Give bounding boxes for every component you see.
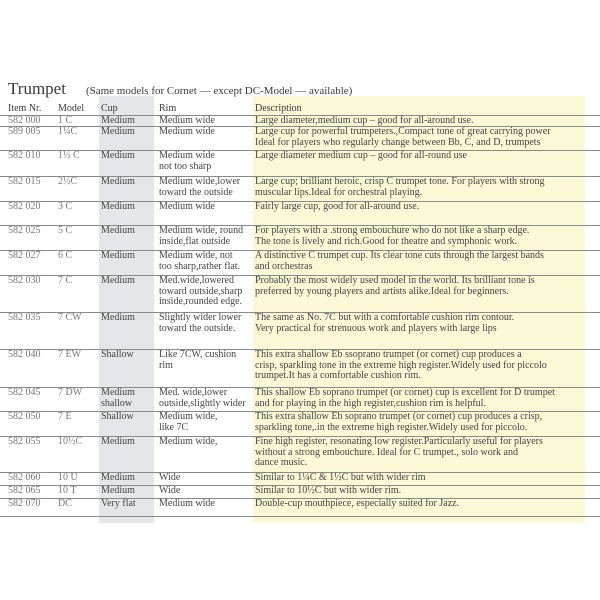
description — [255, 350, 547, 382]
rim-type — [159, 226, 243, 247]
header-model: Model — [58, 103, 85, 114]
description — [255, 313, 514, 334]
cup-depth-line: Medium — [101, 225, 135, 236]
table-row — [0, 436, 600, 469]
cup-depth-line: Medium — [101, 115, 135, 126]
model-name: 2½C — [58, 176, 78, 187]
description-line: crisp, sparkling tone in the extreme high register.Widely used for piccolo — [255, 359, 547, 371]
item-number: 582 025 — [8, 225, 41, 236]
description — [255, 177, 544, 198]
rim-type-line: like 7C — [159, 421, 189, 433]
cup-depth — [101, 473, 135, 484]
description-line: muscular lips.Ideal for orchestral playing. — [255, 186, 423, 198]
cup-depth — [101, 350, 134, 361]
cup-depth-line: Medium — [101, 312, 135, 323]
model-name: 10½C — [58, 436, 83, 447]
table-row — [0, 472, 600, 483]
rim-type-line: Med. wide,lower — [159, 387, 228, 398]
item-number: 582 065 — [8, 485, 41, 496]
header-cup: Cup — [101, 103, 118, 114]
cup-depth-line: Shallow — [101, 349, 134, 360]
rim-type — [159, 151, 215, 172]
cup-depth-line: Medium — [101, 387, 135, 398]
rim-type-line: Medium wide — [159, 126, 215, 137]
cup-depth — [101, 177, 135, 188]
description-line: and for playing in the high register,cushion rim is helpful. — [255, 397, 486, 409]
model-name: DC — [58, 498, 72, 509]
description — [255, 412, 542, 433]
model-name: 1½ C — [58, 150, 80, 161]
description-line: Fairly large cup, good for all-around use. — [255, 201, 420, 212]
description-line: Similar to 10½C but with wider rim. — [255, 485, 402, 496]
description-line: Similar to 1¼C & 1½C but with wider rim — [255, 472, 426, 483]
cup-depth — [101, 437, 135, 448]
table-row — [0, 225, 600, 247]
table-bottom-rule — [0, 516, 600, 517]
cup-depth — [101, 313, 135, 324]
rim-type-line: Medium wide, — [159, 411, 218, 422]
cup-depth-line: Medium — [101, 436, 135, 447]
item-number: 582 060 — [8, 472, 41, 483]
header-description: Description — [255, 103, 302, 114]
cup-depth — [101, 486, 135, 497]
rim-type — [159, 313, 241, 334]
description — [255, 251, 544, 272]
header-item: Item Nr. — [8, 103, 42, 114]
table-row — [0, 349, 600, 382]
cup-depth — [101, 388, 135, 409]
item-number: 582 015 — [8, 176, 41, 187]
description-line: Double-cup mouthpiece, especially suited for Jazz. — [255, 498, 460, 509]
description-line: The same as No. 7C but with a comfortable cushion rim contour. — [255, 312, 515, 323]
table-row — [0, 411, 600, 433]
model-name: 3 C — [58, 201, 73, 212]
description-line: and orchestras — [255, 260, 313, 272]
item-number: 582 030 — [8, 275, 41, 286]
item-number: 582 010 — [8, 150, 41, 161]
description — [255, 437, 543, 469]
description-line: Fine high register, resonating low register.Particularly useful for players — [255, 436, 543, 447]
item-number: 582 027 — [8, 250, 41, 261]
model-name: 10 U — [58, 472, 78, 483]
description — [255, 276, 535, 297]
cup-depth-line: Very flat — [101, 498, 136, 509]
title-row — [8, 79, 352, 99]
rim-type — [159, 116, 215, 127]
description — [255, 388, 555, 409]
cup-depth-line: Medium — [101, 126, 135, 137]
rim-type — [159, 251, 240, 272]
table-row — [0, 201, 600, 212]
rim-type-line: Slightly wider lower — [159, 312, 242, 323]
page-subtitle: (Same models for Cornet — except DC-Model — available) — [85, 85, 353, 97]
table-row — [0, 176, 600, 198]
rim-type — [159, 473, 180, 484]
description-line: preferred by young players and artists alike.Ideal for beginners. — [255, 285, 509, 297]
rim-type-line: Wide — [159, 472, 181, 483]
description-line: Very practical for strenuous work and players with large lips — [255, 322, 497, 334]
item-number: 582 020 — [8, 201, 41, 212]
item-number: 582 000 — [8, 115, 41, 126]
rim-type-line: Medium wide,lower — [159, 176, 241, 187]
cup-depth-line: Medium — [101, 250, 135, 261]
table-row — [0, 485, 600, 496]
model-name: 5 C — [58, 225, 73, 236]
cup-depth-line: Medium — [101, 472, 135, 483]
cup-depth — [101, 251, 135, 262]
description-line: For players with a .strong embouchure who do not like a sharp edge. — [255, 225, 530, 236]
description-line: The tone is lively and rich.Good for theatre and symphonic work. — [255, 235, 518, 247]
model-name: 1¼C — [58, 126, 78, 137]
cup-depth-line: Medium — [101, 150, 135, 161]
table-row — [0, 250, 600, 272]
cup-depth-line: Medium — [101, 201, 135, 212]
rim-type-line: Like 7CW, cushion — [159, 349, 237, 360]
cup-depth-line: Medium — [101, 176, 135, 187]
rim-type-line: inside,rounded edge. — [159, 296, 243, 308]
rim-type — [159, 276, 242, 308]
model-name: 7 E — [58, 411, 72, 422]
item-number: 582 040 — [8, 349, 41, 360]
table-row — [0, 387, 600, 409]
description-line: Probably the most widely used model in the world. Its brilliant tone is — [255, 275, 535, 286]
rim-type-line: Medium wide, not — [159, 250, 233, 261]
table-row — [0, 498, 600, 509]
cup-depth-line: shallow — [101, 397, 133, 409]
model-name: 10 T — [58, 485, 77, 496]
item-number: 589 005 — [8, 126, 41, 137]
table-row — [0, 126, 600, 148]
cup-depth — [101, 202, 135, 213]
cup-depth — [101, 276, 135, 287]
rim-type-line: toward the outside. — [159, 322, 236, 334]
description — [255, 499, 459, 510]
description — [255, 202, 419, 213]
description-line: Large cup for powerful trumpeters.,Compact tone of great carrying power — [255, 126, 551, 137]
rim-type-line: Medium wide, — [159, 436, 218, 447]
table-row — [0, 275, 600, 308]
rim-type-line: Wide — [159, 485, 181, 496]
rim-type — [159, 499, 215, 510]
rim-type-line: Medium wide — [159, 150, 215, 161]
rim-type — [159, 127, 215, 138]
cup-depth — [101, 499, 136, 510]
description — [255, 151, 467, 162]
model-name: 1 C — [58, 115, 73, 126]
cup-depth — [101, 151, 135, 162]
rim-type-line: toward outside,sharp — [159, 285, 243, 297]
description-line: Ideal for players who regularly change between Bb, C, and D, trumpets — [255, 136, 541, 148]
cup-depth — [101, 116, 135, 127]
rim-type-line: Medium wide — [159, 201, 215, 212]
description-line: Large diameter medium cup – good for all-round use — [255, 150, 467, 161]
description-line: A distinctive C trumpet cup. Its clear tone cuts through the largest bands — [255, 250, 544, 261]
rim-type-line: toward the outside — [159, 186, 233, 198]
description-line: trumpet.It has a comfortable cushion rim. — [255, 370, 421, 382]
rim-type — [159, 486, 180, 497]
table-row — [0, 150, 600, 172]
rim-type — [159, 412, 217, 433]
rim-type — [159, 177, 240, 198]
rim-type-line: Medium wide, round — [159, 225, 244, 236]
rim-type-line: inside,flat outside — [159, 235, 231, 247]
header-rim: Rim — [159, 103, 177, 114]
description — [255, 116, 474, 127]
description-line: dance music. — [255, 457, 308, 469]
model-name: 7 EW — [58, 349, 82, 360]
description-line: Large diameter,medium cup – good for all-around use. — [255, 115, 474, 126]
item-number: 582 055 — [8, 436, 41, 447]
cup-depth — [101, 412, 134, 423]
item-number: 582 045 — [8, 387, 41, 398]
item-number: 582 035 — [8, 312, 41, 323]
model-name: 7 DW — [58, 387, 83, 398]
cup-depth-line: Shallow — [101, 411, 134, 422]
rim-type-line: not too sharp — [159, 160, 212, 172]
cup-depth — [101, 226, 135, 237]
cup-depth-line: Medium — [101, 485, 135, 496]
description-line: This shallow Eb soprano trumpet (or cornet) cup is excellent for D trumpet — [255, 387, 555, 398]
description-line: This extra shallow Eb ssoprano trumpet (or cornet) cup produces a — [255, 349, 522, 360]
rim-type-line: Med.wide,lowered — [159, 275, 234, 286]
table-row — [0, 115, 600, 126]
model-name: 7 CW — [58, 312, 82, 323]
rim-type-line: too sharp,rather flat. — [159, 260, 241, 272]
rim-type — [159, 350, 236, 371]
item-number: 582 070 — [8, 498, 41, 509]
description-line: Large cup; brilliant heroic, crisp C trumpet tone. For players with strong — [255, 176, 545, 187]
rim-type-line: rim — [159, 359, 173, 371]
rim-type-line: outside,slightly wider — [159, 397, 246, 409]
rim-type — [159, 388, 246, 409]
description — [255, 473, 426, 484]
cup-depth-line: Medium — [101, 275, 135, 286]
description — [255, 486, 401, 497]
item-number: 582 050 — [8, 411, 41, 422]
rim-type-line: Medium wide — [159, 115, 215, 126]
page-title: Trumpet — [8, 79, 66, 98]
description-line: This extra shallow Eb soprano trumpet (or cornet) cup produces a crisp, — [255, 411, 543, 422]
description — [255, 226, 529, 247]
rim-type — [159, 437, 217, 448]
description — [255, 127, 551, 148]
cup-depth — [101, 127, 135, 138]
description-line: without a strong embouchure. Ideal for C trumpet., solo work and — [255, 446, 518, 458]
model-name: 7 C — [58, 275, 73, 286]
rim-type — [159, 202, 215, 213]
description-line: sparkling tone,.in the extreme high register.Widely used for piccolo. — [255, 421, 528, 433]
rim-type-line: Medium wide — [159, 498, 215, 509]
table-row — [0, 312, 600, 334]
model-name: 6 C — [58, 250, 73, 261]
